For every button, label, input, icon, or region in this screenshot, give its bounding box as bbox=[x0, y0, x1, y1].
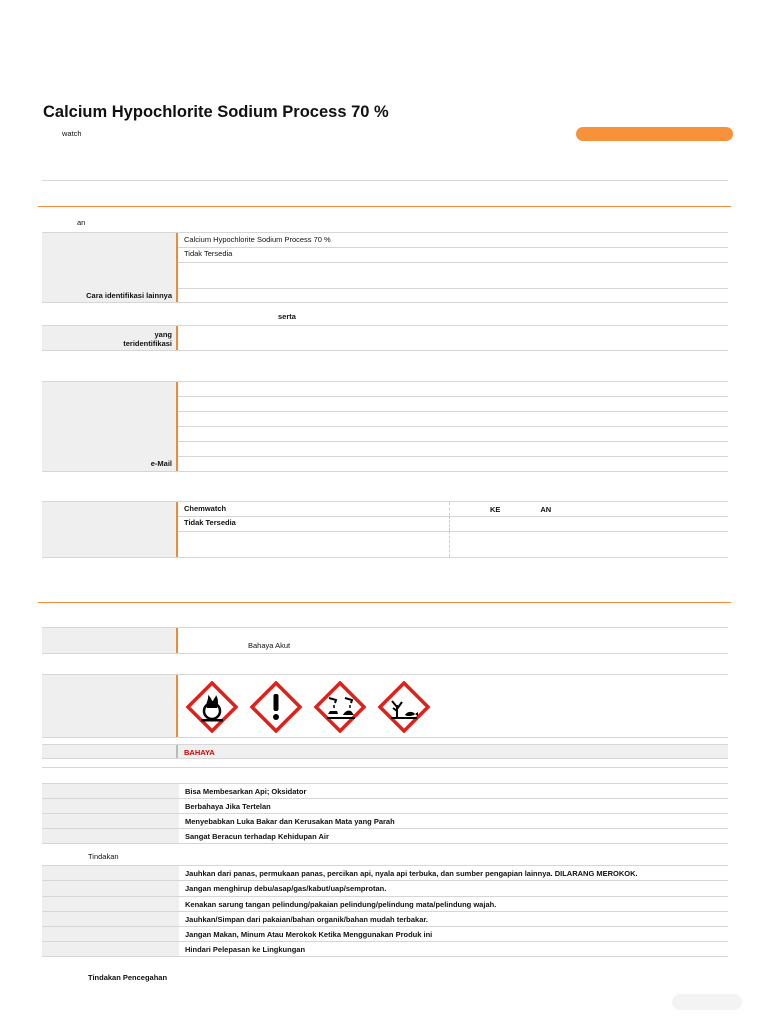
document-subtitle: watch bbox=[62, 129, 82, 138]
table-row bbox=[42, 262, 728, 289]
hazard-statement: Sangat Beracun terhadap Kehidupan Air bbox=[185, 832, 329, 841]
table-row bbox=[42, 927, 728, 942]
table-row bbox=[42, 501, 728, 517]
row-label bbox=[42, 382, 178, 396]
table-row bbox=[42, 288, 728, 303]
section-divider bbox=[38, 602, 731, 603]
precaution-statement: Jangan Makan, Minum Atau Merokok Ketika Menggunakan Produk ini bbox=[185, 930, 433, 939]
table-row bbox=[42, 396, 728, 412]
table-row bbox=[42, 942, 728, 957]
table-row bbox=[42, 232, 728, 248]
row-value bbox=[178, 288, 728, 302]
classification-value bbox=[178, 628, 728, 653]
emergency-extra bbox=[450, 502, 728, 516]
table-row bbox=[42, 411, 728, 427]
row-label bbox=[42, 745, 178, 758]
row-value bbox=[450, 531, 728, 557]
row-label bbox=[42, 247, 178, 262]
row-value bbox=[450, 516, 728, 531]
table-row bbox=[42, 881, 728, 897]
precaution-statement: Jauhkan/Simpan dari pakaian/bahan organik/bahan mudah terbakar. bbox=[185, 915, 428, 924]
row-label bbox=[42, 942, 179, 956]
email-value bbox=[178, 456, 728, 471]
table-row bbox=[42, 799, 728, 814]
precaution-statement: Jangan menghirup debu/asap/gas/kabut/uap/semprotan. bbox=[185, 884, 387, 893]
precaution-statement: Jauhkan dari panas, permukaan panas, percikan api, nyala api terbuka, dan sumber pengapian lainnya. DILARANG MEROKOK. bbox=[185, 869, 638, 878]
row-label bbox=[42, 829, 179, 843]
emergency-org: Chemwatch bbox=[178, 502, 450, 516]
precaution-heading: Tindakan bbox=[88, 852, 119, 861]
row-label bbox=[42, 628, 178, 653]
row-label bbox=[42, 675, 178, 737]
row-label bbox=[42, 531, 178, 557]
table-row bbox=[42, 531, 728, 558]
row-label bbox=[42, 866, 179, 880]
row-label bbox=[42, 396, 178, 411]
row-value bbox=[178, 411, 728, 426]
table-row bbox=[42, 814, 728, 829]
row-label bbox=[42, 881, 179, 896]
section-heading: an bbox=[77, 218, 86, 227]
row-value bbox=[178, 426, 728, 441]
precaution-statement: Hindari Pelepasan ke Lingkungan bbox=[185, 945, 306, 954]
signal-word-row bbox=[42, 744, 728, 759]
table-row bbox=[42, 829, 728, 844]
row-label bbox=[42, 799, 179, 813]
row-label bbox=[42, 426, 178, 441]
row-label bbox=[42, 441, 178, 456]
pictogram-cell bbox=[178, 675, 728, 737]
pictogram-row bbox=[42, 674, 728, 738]
row-value bbox=[178, 441, 728, 456]
row-label bbox=[42, 784, 179, 798]
table-row bbox=[42, 897, 728, 912]
row-value bbox=[178, 396, 728, 411]
emergency-na: Tidak Tersedia bbox=[178, 516, 450, 531]
table-row bbox=[42, 381, 728, 397]
table-row bbox=[42, 325, 728, 351]
label-line: yang bbox=[154, 330, 172, 339]
uses-heading: serta bbox=[278, 312, 296, 321]
divider bbox=[42, 180, 728, 181]
table-row bbox=[42, 783, 728, 799]
row-label bbox=[42, 814, 179, 828]
section-divider bbox=[38, 206, 731, 207]
other-id-label: Cara identifikasi lainnya bbox=[42, 288, 178, 302]
table-row bbox=[42, 456, 728, 472]
row-label bbox=[42, 897, 179, 911]
orange-banner bbox=[576, 127, 733, 141]
hazard-statement: Berbahaya Jika Tertelan bbox=[185, 802, 271, 811]
row-label bbox=[42, 912, 179, 926]
table-row bbox=[42, 516, 728, 532]
row-value bbox=[178, 382, 728, 396]
precaution-statement: Kenakan sarung tangan pelindung/pakaian pelindung/pelindung mata/pelindung wajah. bbox=[185, 900, 497, 909]
prevention-heading: Tindakan Pencegahan bbox=[88, 973, 168, 982]
row-label bbox=[42, 502, 178, 516]
table-row bbox=[42, 627, 728, 654]
row-label bbox=[42, 262, 178, 288]
signal-word: BAHAYA bbox=[184, 748, 215, 757]
hazard-statement: Menyebabkan Luka Bakar dan Kerusakan Mata yang Parah bbox=[185, 817, 395, 826]
table-row bbox=[42, 865, 728, 881]
label-line: teridentifikasi bbox=[123, 339, 172, 348]
row-label bbox=[42, 233, 178, 247]
product-name-value: Calcium Hypochlorite Sodium Process 70 % bbox=[184, 235, 331, 244]
environment-icon bbox=[378, 681, 430, 733]
exclamation-mark-icon bbox=[250, 681, 302, 733]
row-value bbox=[178, 326, 728, 350]
document-title: Calcium Hypochlorite Sodium Process 70 % bbox=[43, 103, 389, 121]
identified-use-label bbox=[42, 326, 178, 350]
emergency-an: AN bbox=[540, 505, 552, 514]
row-label bbox=[42, 516, 178, 531]
table-row bbox=[42, 426, 728, 442]
hazard-statement: Bisa Membesarkan Api; Oksidator bbox=[185, 787, 307, 796]
flame-over-circle-icon bbox=[186, 681, 238, 733]
corrosion-icon bbox=[314, 681, 366, 733]
email-label: e-Mail bbox=[42, 456, 178, 471]
row-value bbox=[178, 262, 728, 288]
emergency-ke: KE bbox=[490, 505, 501, 514]
table-row bbox=[42, 247, 728, 263]
classification-text: Bahaya Akut bbox=[248, 641, 291, 650]
row-label bbox=[42, 927, 179, 941]
divider bbox=[42, 767, 728, 768]
table-row bbox=[42, 912, 728, 927]
row-value bbox=[178, 531, 450, 557]
table-row bbox=[42, 441, 728, 457]
row-label bbox=[42, 411, 178, 426]
synonym-value: Tidak Tersedia bbox=[184, 249, 233, 258]
page-indicator bbox=[672, 994, 742, 1010]
